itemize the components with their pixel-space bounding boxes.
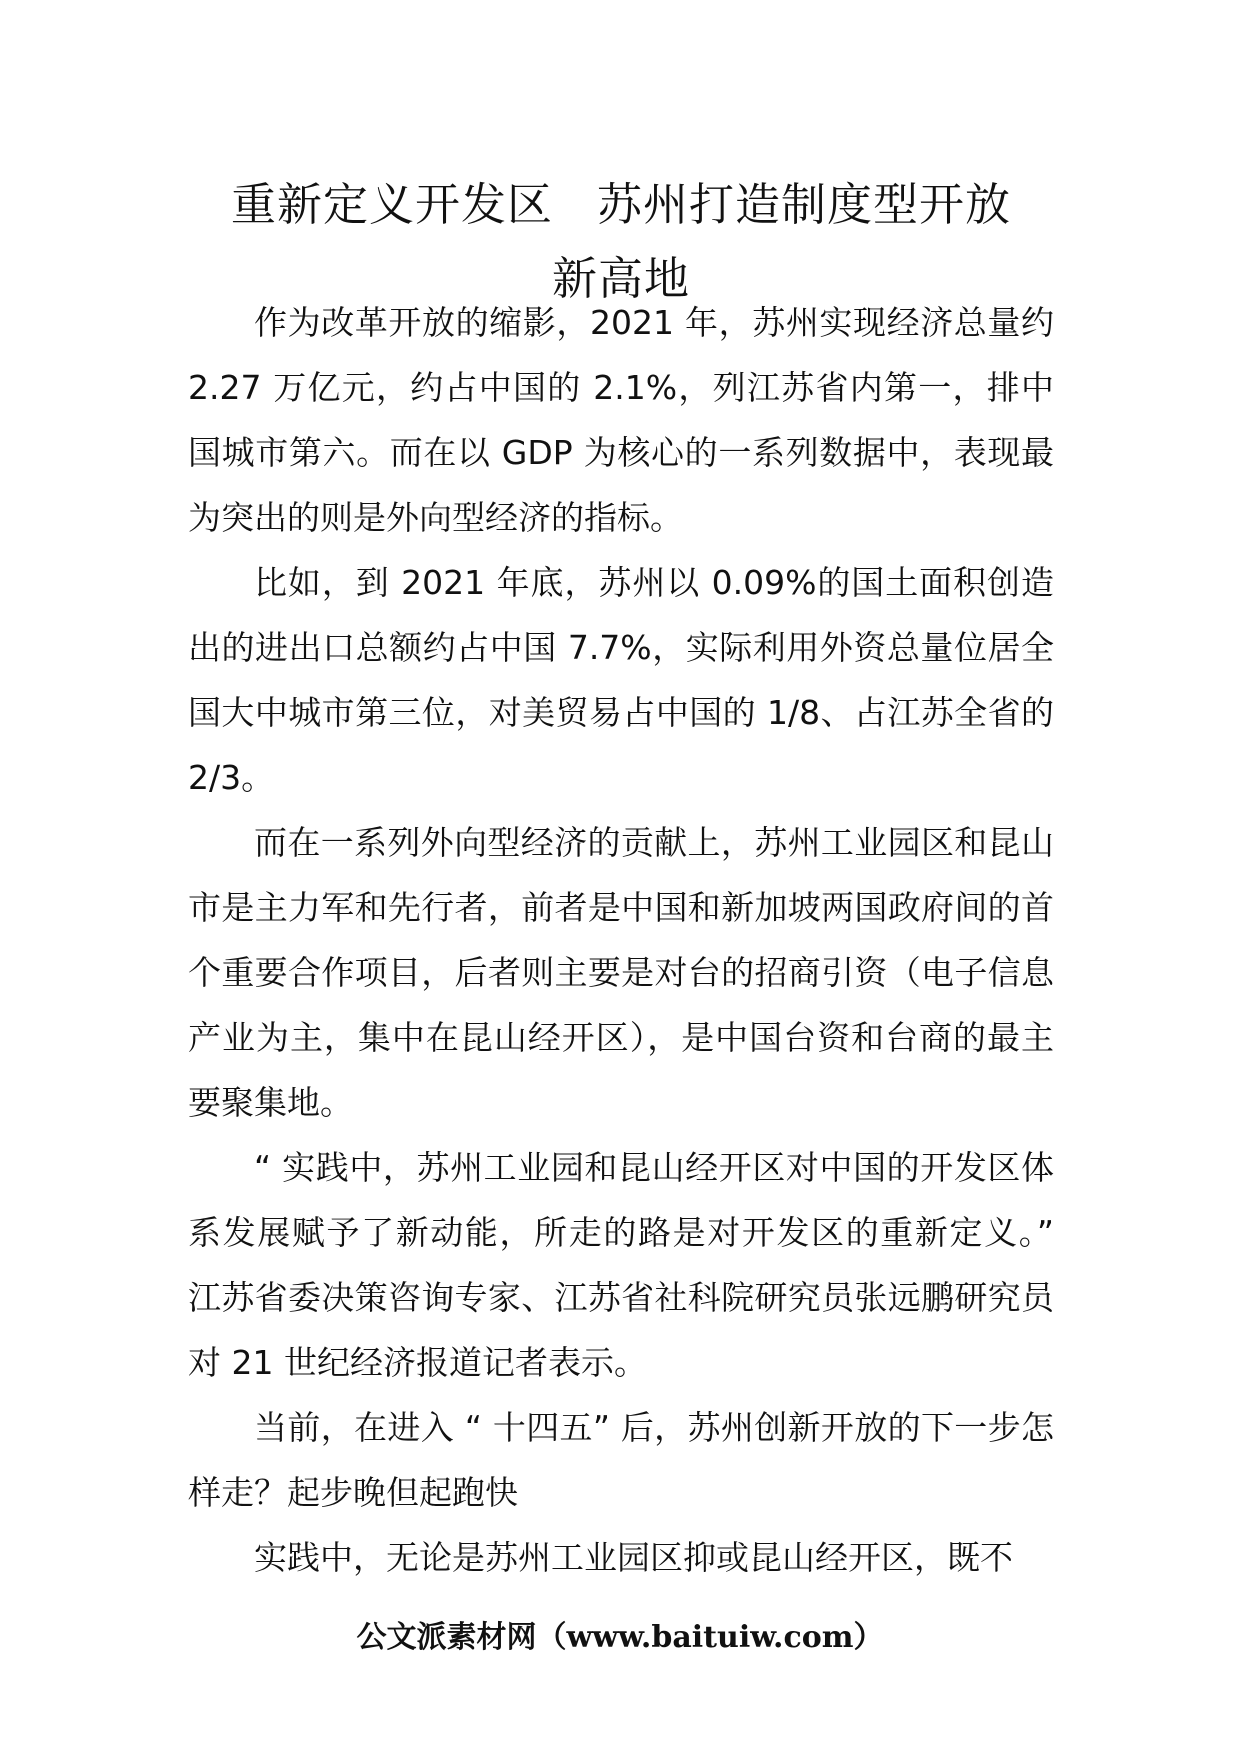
paragraph-5: 当前，在进入 “ 十四五” 后，苏州创新开放的下一步怎样走？起步晚但起跑快 <box>188 1408 1054 1512</box>
paragraph-2: 比如，到 2021 年底，苏州以 0.09%的国土面积创造出的进出口总额约占中国 7.7%，实际利用外资总量位居全国大中城市第三位，对美贸易占中国的 1/8、占江苏全省的 2/3。 <box>188 563 1054 797</box>
footer-watermark: 公文派素材网（www.baituiw.com） <box>356 1620 884 1655</box>
paragraph-1: 作为改革开放的缩影，2021 年，苏州实现经济总量约 2.27 万亿元，约占中国的 2.1%，列江苏省内第一，排中国城市第六。而在以 GDP 为核心的一系列数据中，表现最为突出的则是外向型经济的指标。 <box>188 303 1054 537</box>
paragraph-6: 实践中，无论是苏州工业园区抑或昆山经开区，既不 <box>254 1538 1013 1577</box>
paragraph-3: 而在一系列外向型经济的贡献上，苏州工业园区和昆山市是主力军和先行者，前者是中国和新加坡两国政府间的首个重要合作项目，后者则主要是对台的招商引资（电子信息产业为主，集中在昆山经开区），是中国台资和台商的最主要聚集地。 <box>188 823 1054 1122</box>
title-part-1: 重新定义开发区 <box>230 178 553 231</box>
document-body <box>188 290 1054 1590</box>
title-line-1 <box>188 168 1054 242</box>
title-line-2: 新高地 <box>551 252 690 305</box>
title-part-2: 苏州打造制度型开放 <box>597 178 1012 231</box>
paragraph-4: “ 实践中，苏州工业园和昆山经开区对中国的开发区体系发展赋予了新动能，所走的路是对开发区的重新定义。” 江苏省委决策咨询专家、江苏省社科院研究员张远鹏研究员对 21 世纪经济报道记者表示。 <box>188 1148 1054 1382</box>
